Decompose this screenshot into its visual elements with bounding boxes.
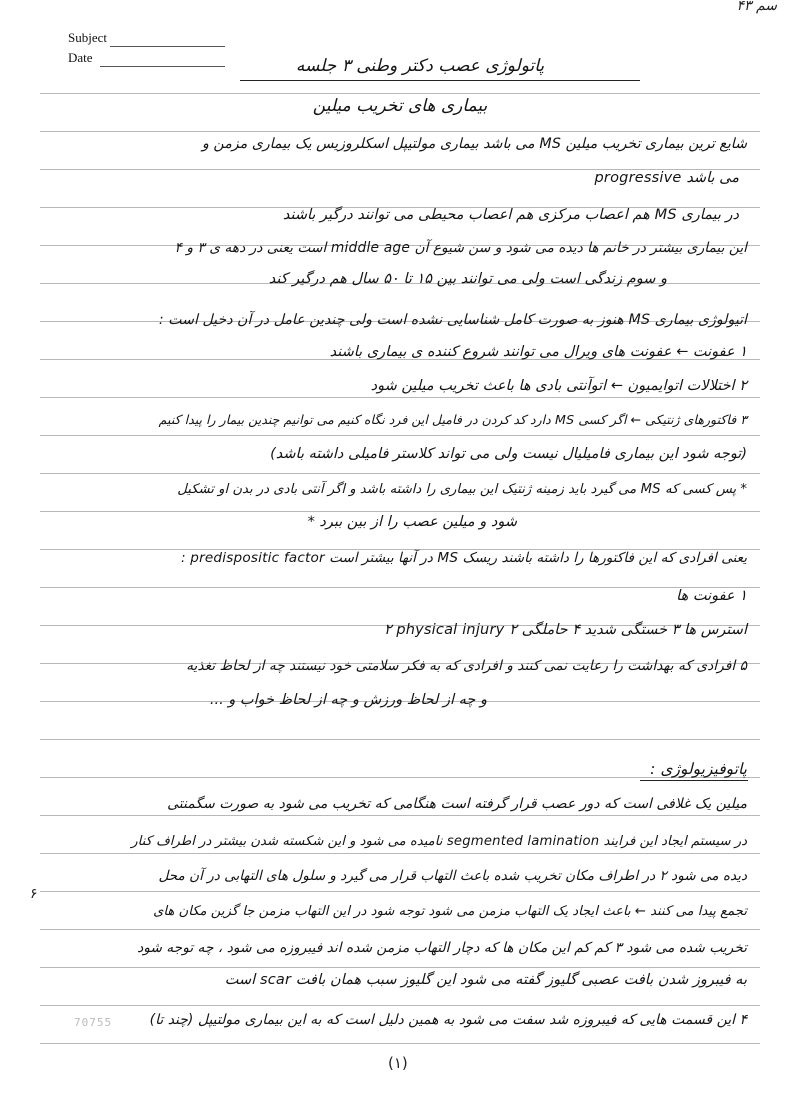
ruled-line: [40, 891, 760, 892]
ruled-line: [40, 93, 760, 94]
note-line: ۲ اختلالات اتوایمیون ← اتوآنتی بادی ها باعث تخریب میلین شود: [370, 378, 747, 394]
note-line: دیده می شود ۲ در اطراف مکان تخریب شده باعث التهاب قرار می گیرد و سلول های التهابی در آن محل: [158, 868, 747, 884]
subject-label: Subject: [68, 30, 107, 45]
note-line: ۳ فاکتورهای ژنتیکی ← اگر کسی MS دارد کد کردن در فامیل این فرد نگاه کنیم می توانیم چندین بیمار را پیدا کنیم: [158, 412, 747, 427]
ruled-line: [40, 397, 760, 398]
ruled-line: [40, 131, 760, 132]
lecture-title: پاتولوژی عصب دکتر وطنی ۳ جلسه: [295, 56, 545, 76]
note-line: ۴ این قسمت هایی که فیبروزه شد سفت می شود به همین دلیل است که به این بیماری مولتیپل (چند تا): [149, 1012, 747, 1028]
ruled-line: [40, 853, 760, 854]
note-line: میلین یک غلافی است که دور عصب قرار گرفته است هنگامی که تخریب می شود به صورت سگمنتی: [167, 796, 747, 812]
note-line: ۱ عفونت ها: [676, 588, 747, 604]
note-line: به فیبروز شدن بافت عصبی گلیوز گفته می شود این گلیوز سبب همان بافت scar است: [224, 972, 747, 988]
ruled-line: [40, 1043, 760, 1044]
ruled-line: [40, 739, 760, 740]
ruled-line: [40, 435, 760, 436]
note-line: یعنی افرادی که این فاکتورها را داشته باشند ریسک MS در آنها بیشتر است predispositic factor :: [180, 550, 747, 566]
ruled-line: [40, 929, 760, 930]
note-line: تجمع پیدا می کنند ← باعث ایجاد یک التهاب مزمن می شود توجه شود در این التهاب مزمن جا گزین مکان های: [153, 904, 747, 919]
ruled-line: [40, 1005, 760, 1006]
subject-rule: [110, 46, 225, 47]
section-heading: بیماری های تخریب میلین: [312, 96, 488, 116]
note-line: (توجه شود این بیماری فامیلیال نیست ولی می تواند کلاستر فامیلی داشته باشد): [270, 446, 747, 462]
pathophysiology-heading: پاتوفیزیولوژی :: [650, 760, 747, 778]
note-line: progressive می باشد: [594, 170, 739, 186]
note-line: و سوم زندگی است ولی می توانند بین ۱۵ تا ۵۰ سال هم درگیر کند: [268, 271, 667, 287]
ruled-line: [40, 967, 760, 968]
ruled-line: [40, 473, 760, 474]
ruled-line: [40, 815, 760, 816]
note-line: شود و میلین عصب را از بین ببرد *: [307, 514, 517, 530]
corner-note: سم ۴۳: [736, 0, 777, 14]
faded-stamp: 70755: [74, 1016, 113, 1029]
note-line: ۵ افرادی که بهداشت را رعایت نمی کنند و افرادی که به فکر سلامتی خود نیستند چه از لحاظ تغذیه: [186, 658, 747, 674]
title-underline: [240, 80, 640, 81]
note-line: ۱ عفونت ← عفونت های ویرال می توانند شروع کننده ی بیماری باشند: [329, 344, 747, 360]
note-line: * پس کسی که MS می گیرد باید زمینه ژنتیک این بیماری را داشته باشد و اگر آنتی بادی در بدن او تشکیل: [177, 482, 747, 497]
pathophysiology-underline: [640, 780, 748, 781]
note-line: اتیولوژی بیماری MS هنوز به صورت کامل شناسایی نشده است ولی چندین عامل در آن دخیل است :: [158, 312, 747, 328]
note-line: تخریب شده می شود ۳ کم کم این مکان ها که دچار التهاب مزمن شده اند فیبروزه می شود ، چه توجه شود: [137, 940, 747, 956]
ruled-line: [40, 587, 760, 588]
date-label: Date: [68, 50, 93, 65]
margin-number: ۶: [30, 886, 38, 902]
note-line: ۲ physical injury ۲ استرس ها ۳ خستگی شدید ۴ حاملگی: [383, 622, 747, 638]
note-line: شایع ترین بیماری تخریب میلین MS می باشد بیماری مولتیپل اسکلروزیس یک بیماری مزمن و: [202, 136, 747, 152]
note-line: این بیماری بیشتر در خانم ها دیده می شود و سن شیوع آن middle age است یعنی در دهه ی ۳ و ۴: [174, 240, 747, 256]
page-number: (۱): [388, 1054, 408, 1072]
note-line: در سیستم ایجاد این فرایند segmented lamination نامیده می شود و این شکسته شدن بیشتر در اطراف کنار: [131, 834, 747, 849]
ruled-line: [40, 511, 760, 512]
note-line: و چه از لحاظ ورزش و چه از لحاظ خواب و ...: [209, 692, 487, 708]
note-line: در بیماری MS هم اعصاب مرکزی هم اعصاب محیطی می توانند درگیر باشند: [282, 207, 739, 223]
